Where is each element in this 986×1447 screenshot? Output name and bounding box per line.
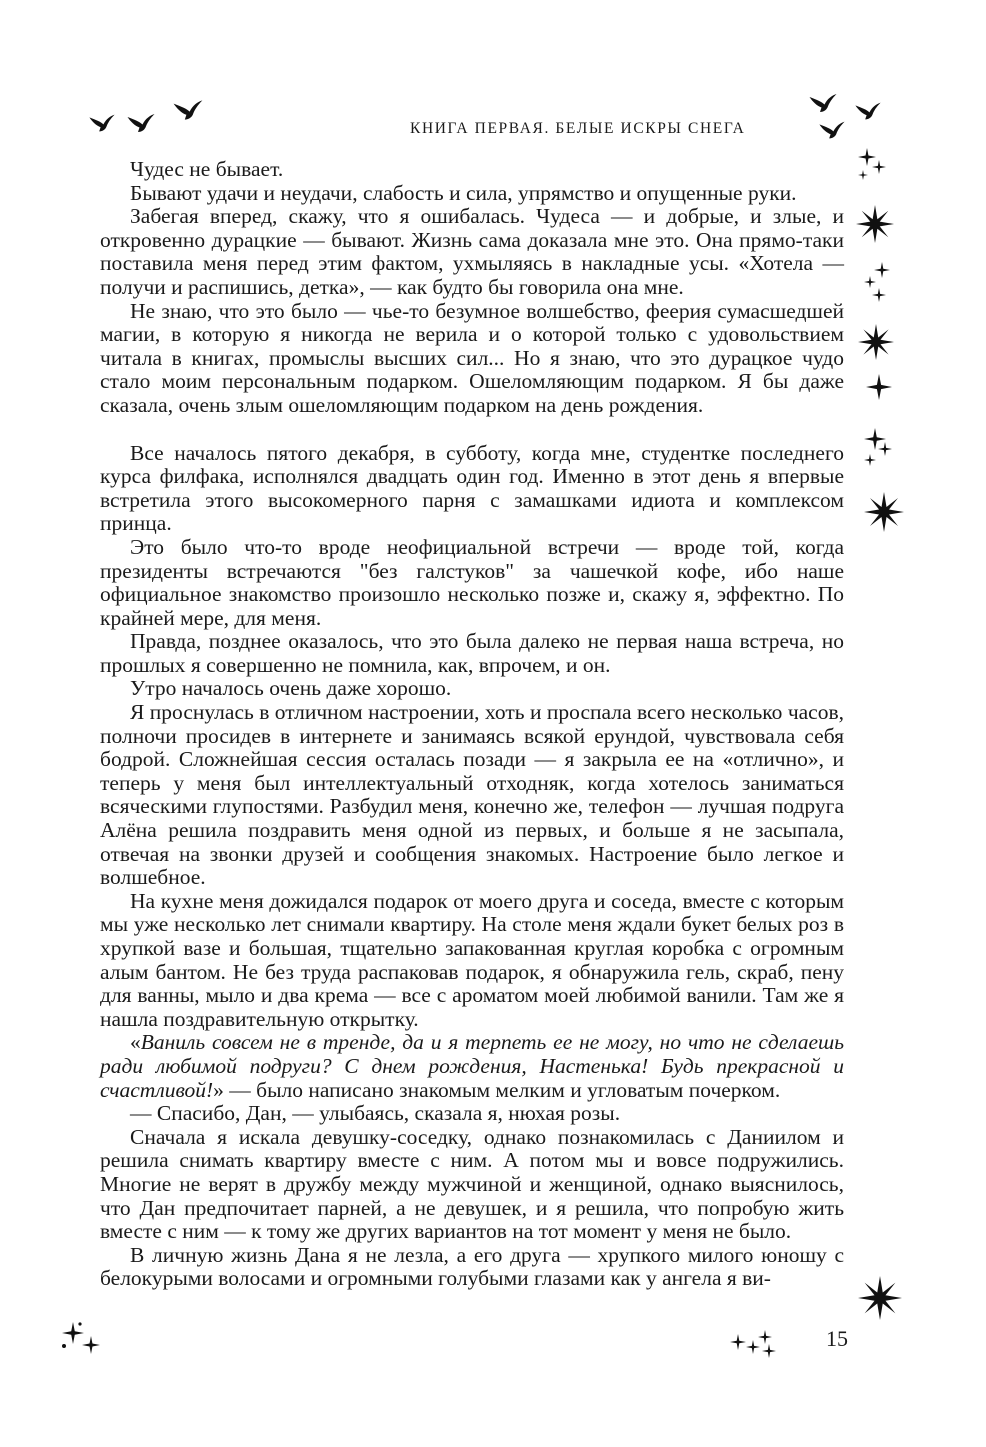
spark-icon <box>872 160 886 174</box>
spark-icon <box>858 170 868 180</box>
paragraph: Утро началось очень даже хорошо. <box>130 676 452 701</box>
spark-icon <box>872 288 886 302</box>
paragraph: Забегая вперед, скажу, что я ошибалась. Чудеса — и добрые, и злые, и откровенно дурацкие — бывают. Жизнь сама доказала мне это. Она прямо-таки поставила меня перед этим фактом, ухмыляясь в накладные усы. «Хотела — получи и распишись, детка», — как будто бы говорила она мне. <box>100 204 844 299</box>
swallow-icon <box>819 122 844 139</box>
spark-icon <box>864 428 886 450</box>
spark-icon <box>82 1336 100 1354</box>
spark-icon <box>746 1340 760 1354</box>
spark-icon <box>878 442 892 456</box>
paragraph: В личную жизнь Дана я не лезла, а его друга — хрупкого милого юношу с белокурыми волосами и огромными голубыми глазами как у ангела я ви- <box>100 1242 844 1291</box>
star-icon <box>864 492 904 532</box>
spark-icon <box>864 454 876 466</box>
page-number: 15 <box>826 1326 848 1351</box>
star-icon <box>858 1276 902 1320</box>
card-quote-text: Ваниль совсем не в тренде, да и я терпеть ее не могу, но что не сделаешь ради любимой подруги? С днем рождения, Настенька! Будь прекрасной и счастливой! <box>100 1030 844 1102</box>
paragraph: Правда, позднее оказалось, что это была далеко не первая наша встреча, но прошлых я совершенно не помнила, как, впрочем, и он. <box>100 629 844 677</box>
paragraph: Бывают удачи и неудачи, слабость и сила, упрямство и опущенные руки. <box>130 180 797 205</box>
swallow-icon <box>128 114 155 132</box>
paragraph: На кухне меня дожидался подарок от моего друга и соседа, вместе с которым мы уже несколько лет снимали квартиру. На столе меня ждали букет белых роз в хрупкой вазе и большая, тщательно запакованная круглая коробка с огромным алым бантом. Не без труда распаковав подарок, я обнаружила гель, скраб, пену для ванны, мыло и два крема — все с ароматом моей любимой ванили. Там же я нашла поздравительную открытку. <box>100 888 844 1031</box>
spark-icon <box>858 148 876 166</box>
spark-icon <box>874 262 890 278</box>
running-header: КНИГА ПЕРВАЯ. БЕЛЫЕ ИСКРЫ СНЕГА <box>410 120 746 137</box>
star-icon <box>856 205 894 243</box>
spark-icon <box>866 374 892 400</box>
spark-icon <box>730 1334 746 1350</box>
paragraph: — Спасибо, Дан, — улыбаясь, сказала я, нюхая розы. <box>130 1101 621 1126</box>
paragraph: Сначала я искала девушку-соседку, однако познакомилась с Даниилом и решила снимать квартиру вместе с ним. А потом мы и вовсе подружились. Многие не верят в дружбу между мужчиной и женщиной, однако выяснилось, что Дан предпочитает парней, а не девушек, и я решила, что попробую жить вместе с ним — к тому же других вариантов на тот момент у меня не было. <box>100 1124 844 1244</box>
swallow-icon <box>174 100 203 119</box>
paragraph: Чудес не бывает. <box>130 157 284 181</box>
swallow-icon <box>810 94 837 112</box>
paragraph: Это было что-то вроде неофициальной встречи — вроде той, когда президенты встречаются "без галстуков" за чашечкой кофе, ибо наше официальное знакомство произошло несколько позже и, скажу я, эффектно. По крайней мере, для меня. <box>100 534 844 630</box>
star-icon <box>858 324 894 360</box>
paragraph: Я проснулась в отличном настроении, хоть и проспала всего несколько часов, полночи просидев в интернете и занимаясь всякой ерундой, чувствовала себя бодрой. Сложнейшая сессия осталась позади — я закрыла ее на «отлично», и теперь у меня был интеллектуальный отходняк, когда хотелось заниматься всяческими глупостями. Разбудил меня, конечно же, телефон — лучшая подруга Алёна решила поздравить меня одной из первых, и больше я не засыпала, отвечая на звонки друзей и сообщения знакомых. Настроение было легкое и волшебное. <box>100 700 844 890</box>
quote-open: « <box>130 1030 141 1055</box>
card-quote-paragraph <box>100 1031 844 1102</box>
paragraph: Все началось пятого декабря, в субботу, когда мне, студентке последнего курса филфака, исполнялся двадцать один год. Именно в этот день я впервые встретила этого высокомерного парня с замашками идиота и комплексом принца. <box>100 440 844 536</box>
spark-icon <box>864 276 876 288</box>
swallow-icon <box>855 103 880 120</box>
quote-close: » — было написано знакомым мелким и угловатым почерком. <box>213 1077 781 1102</box>
swallow-icon <box>89 115 114 132</box>
body-text <box>100 158 844 1291</box>
spark-icon <box>758 1330 772 1344</box>
spark-icon <box>762 1344 776 1358</box>
spark-icon <box>62 1322 84 1344</box>
paragraph: Не знаю, что это было — чье-то безумное волшебство, феерия сумасшедшей магии, в которую я никогда не верила и о которой только с удовольствием читала в книгах, промыслы высших сил... Но я знаю, что это дурацкое чудо стало моим персональным подарком. Ошеломляющим подарком. Я бы даже сказала, очень злым ошеломляющим подарком на день рождения. <box>100 298 844 417</box>
